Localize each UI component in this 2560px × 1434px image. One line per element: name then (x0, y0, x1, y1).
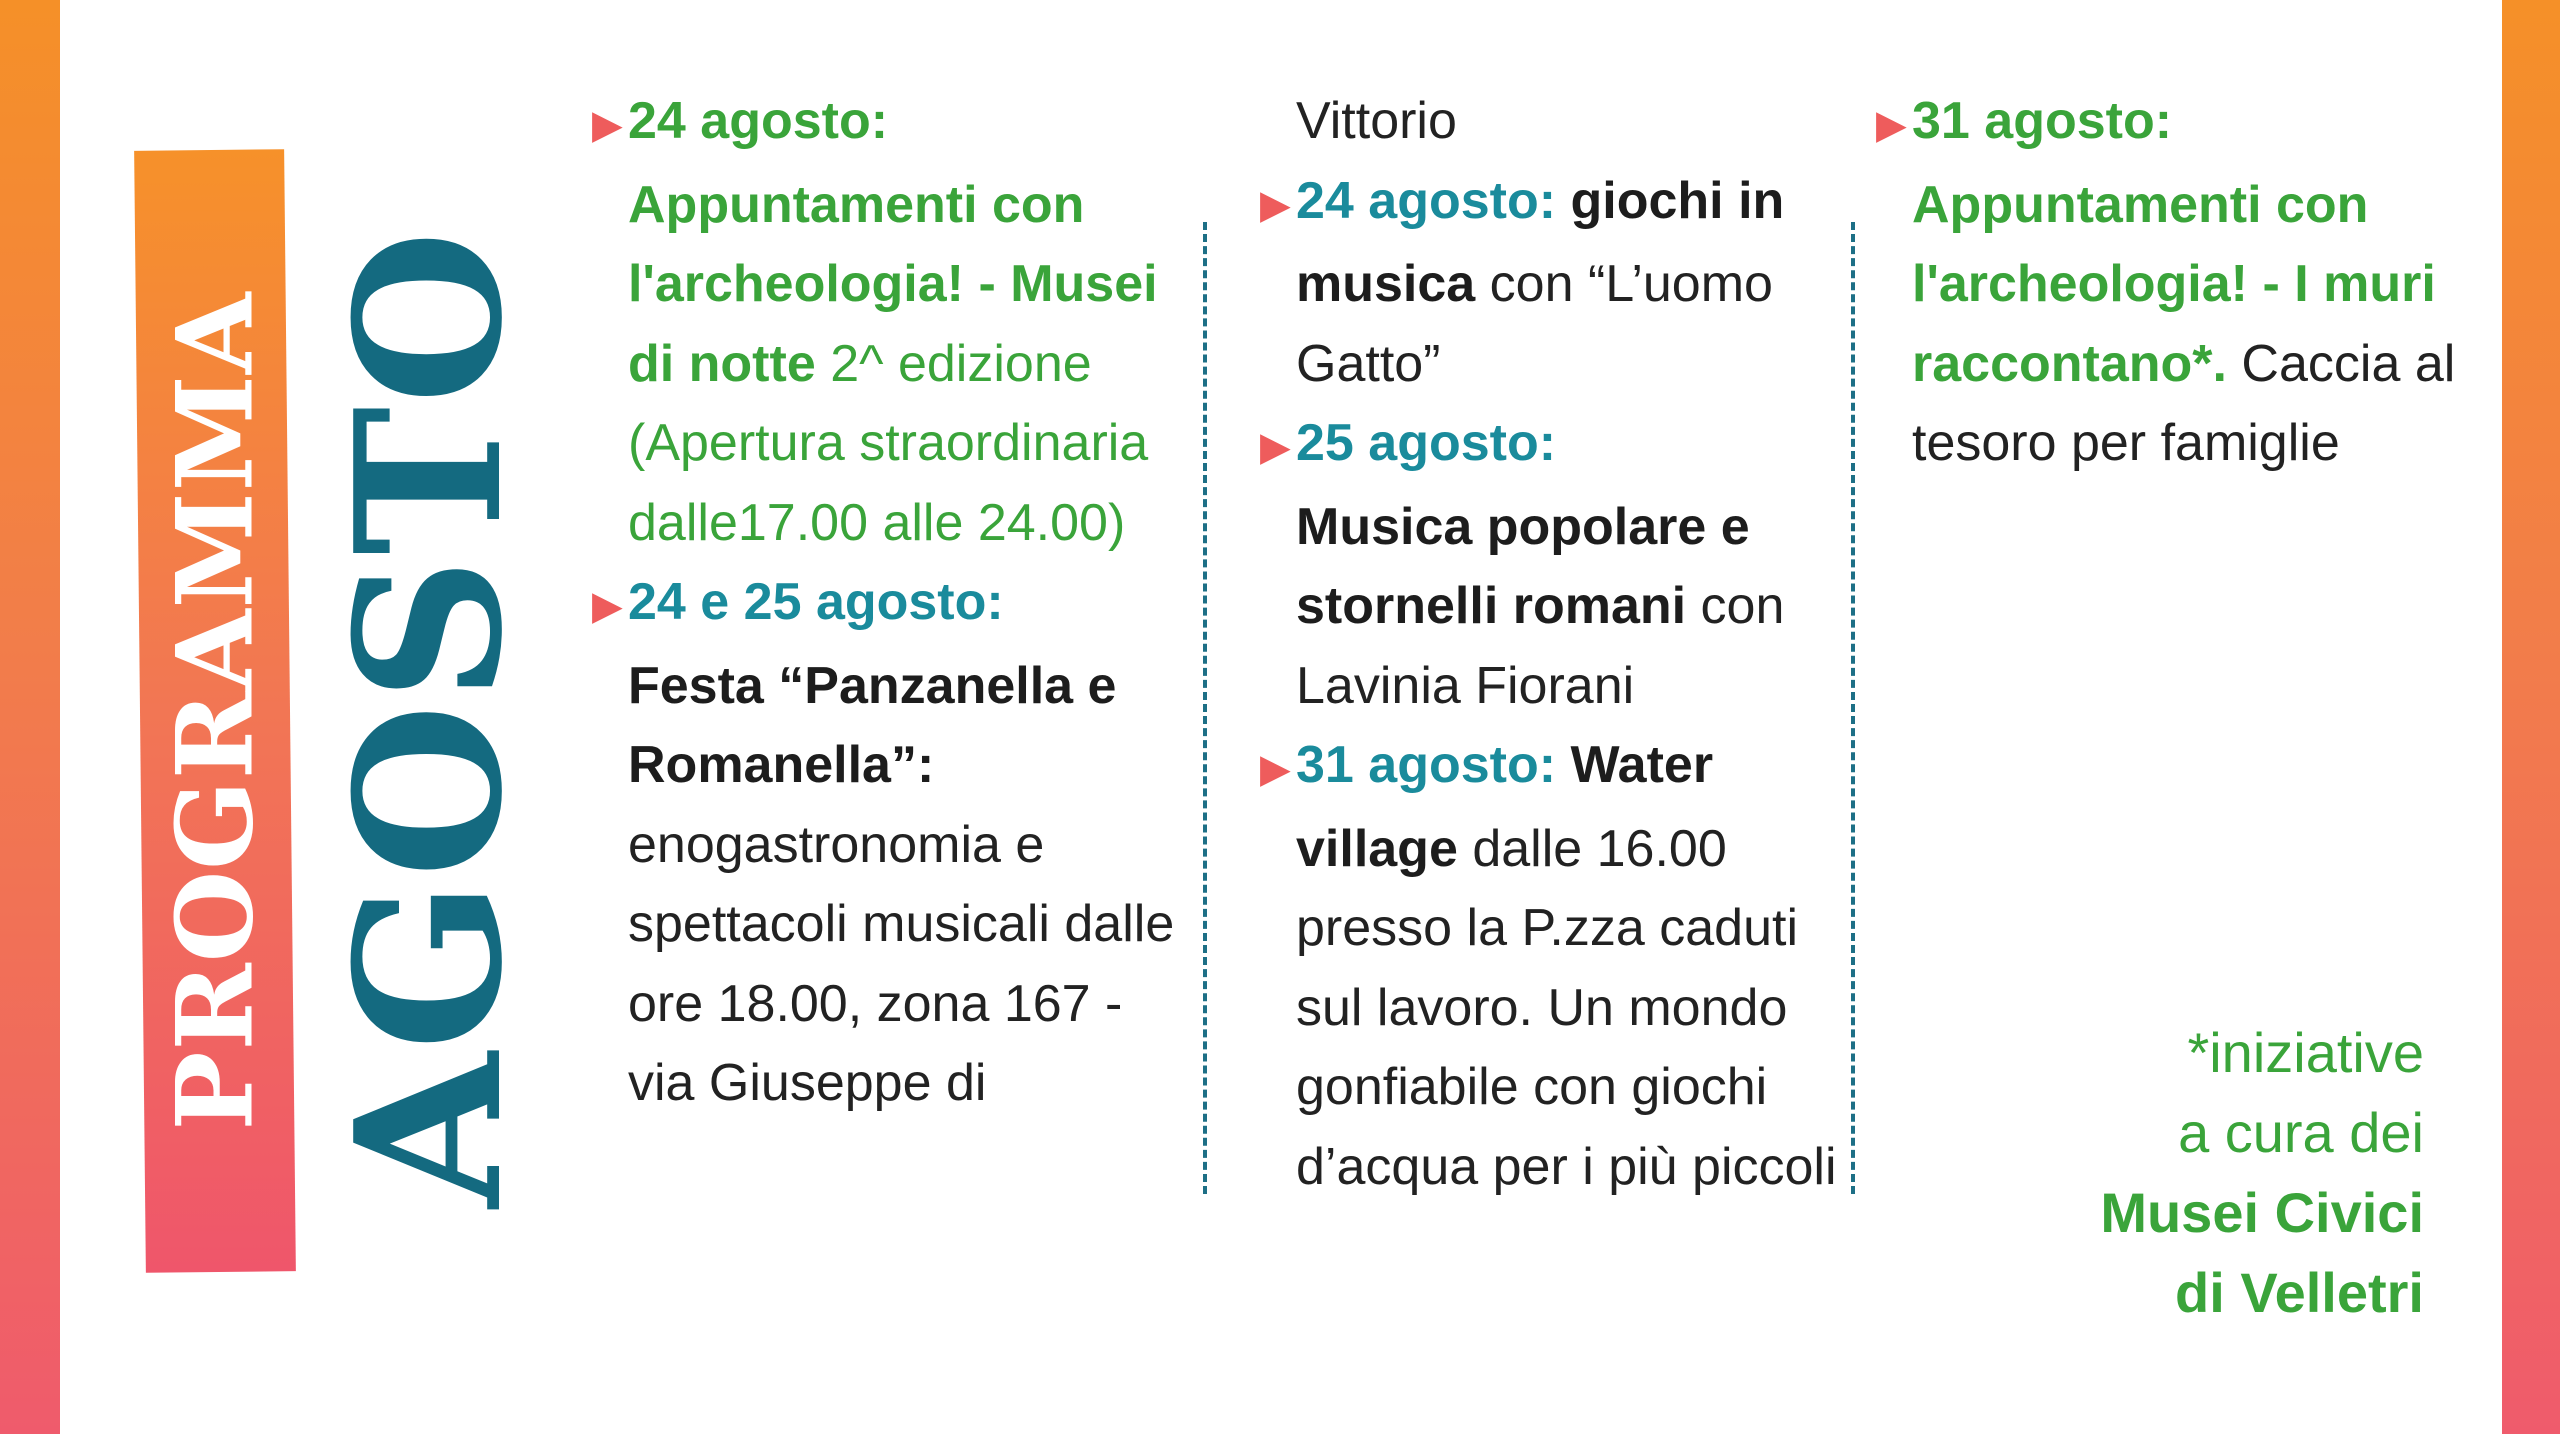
event-description: con Lavinia Fiorani (1296, 577, 1785, 715)
event-title: Appuntamenti con l'archeologia! - I muri raccontano*. (1912, 175, 2436, 393)
events-column-2 (1260, 82, 1856, 1207)
event-description: dalle 16.00 presso la P.zza caduti sul lavoro. Un mondo gonfiabile con giochi d’acqua per i più piccoli (1296, 819, 1837, 1196)
event-date: 25 agosto: (1296, 414, 1557, 472)
footnote-line: a cura dei (2178, 1101, 2424, 1164)
event-entry (592, 563, 1188, 1124)
triangle-bullet-icon: ▶ (592, 103, 623, 147)
event-entry (1876, 82, 2472, 484)
events-column-1 (592, 82, 1188, 1124)
programma-title: PROGRAMMA (152, 291, 277, 1131)
event-title: Festa “Panzanella e Romanella”: (628, 656, 1117, 794)
footnote (1824, 1013, 2424, 1333)
event-entry (1260, 162, 1856, 405)
event-date: 24 e 25 agosto: (628, 573, 1004, 631)
footnote-organizer: di Velletri (2175, 1261, 2424, 1324)
event-title: Musica popolare e stornelli romani (1296, 497, 1750, 635)
agosto-title: AGOSTO (312, 228, 547, 1208)
triangle-bullet-icon: ▶ (1260, 425, 1291, 469)
event-description: Caccia al tesoro per famiglie (1912, 334, 2456, 472)
event-entry (1260, 726, 1856, 1207)
events-column-3 (1876, 82, 2472, 484)
event-title: Appuntamenti con l'archeologia! - Musei di notte (628, 175, 1158, 393)
event-description: 2^ edizione (Apertura straordinaria dalle17.00 alle 24.00) (628, 334, 1149, 552)
event-date: 31 agosto: (1296, 736, 1557, 794)
triangle-bullet-icon: ▶ (1876, 103, 1907, 147)
event-description: con “L’uomo Gatto” (1296, 255, 1773, 393)
event-date: 31 agosto: (1912, 92, 2173, 150)
event-title: Water village (1296, 736, 1714, 878)
triangle-bullet-icon: ▶ (1260, 182, 1291, 227)
column-divider (1203, 222, 1207, 1194)
left-gradient-bar (0, 0, 60, 1434)
event-title: giochi in musica (1296, 171, 1785, 313)
triangle-bullet-icon: ▶ (1260, 747, 1291, 791)
triangle-bullet-icon: ▶ (592, 584, 623, 628)
footnote-organizer: Musei Civici (2100, 1181, 2424, 1244)
event-entry (592, 82, 1188, 563)
right-gradient-bar (2502, 0, 2560, 1434)
event-date: 24 agosto: (628, 92, 889, 150)
event-date: 24 agosto: (1296, 171, 1557, 230)
footnote-line: *iniziative (2187, 1021, 2424, 1084)
event-entry (1260, 404, 1856, 726)
event-continuation: Vittorio (1296, 92, 1457, 150)
event-description: enogastronomia e spettacoli musicali dalle ore 18.00, zona 167 - via Giuseppe di (628, 815, 1175, 1112)
